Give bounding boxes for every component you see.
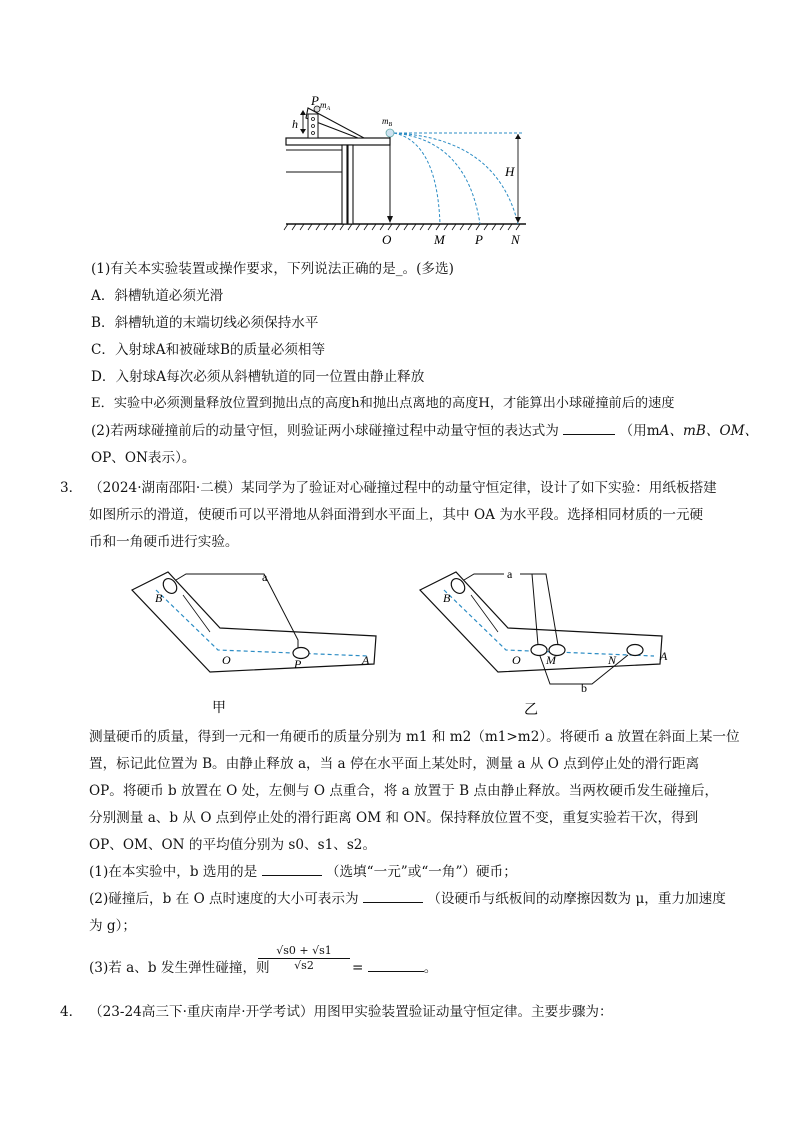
q4-number: 4． [60,1004,83,1020]
q2-part2-vars-prefix: （用m [619,423,660,439]
caption-yi: 乙 [524,703,538,718]
label-mA: $m_A$ [320,100,331,112]
caption-jia: 甲 [212,701,226,716]
label-P-left: P [294,657,302,671]
q3-body-4: 分别测量 a、b 从 O 点到停止处的滑行距离 OM 和 ON。保持释放位置不变，重复实验若干次，得到 [89,810,699,826]
q4-text: （23-24高三下·重庆南岸·开学考试）用图甲实验装置验证动量守恒定律。主要步骤为： [89,1004,613,1020]
q3-part1-tail: （选填“一元”或“一角”）硬币； [325,864,517,880]
fraction-denominator: √s2 [294,959,314,972]
answer-blank[interactable] [563,421,615,435]
slide-diagram-right [416,560,678,720]
q3-line3: 币和一角硬币进行实验。 [89,534,239,550]
label-A-right: A [660,649,668,663]
apparatus-diagram [282,94,532,249]
label-N-right: N [608,653,617,667]
slide-diagram-left [128,560,388,720]
label-M-right: M [546,653,556,667]
q3-part3-tail: 。 [423,960,438,976]
q2-part2-end: OP、ON表示）。 [91,450,196,466]
q3-part3-eq: = 。 [352,960,438,976]
label-P: P [475,232,483,247]
label-N: N [511,232,520,247]
q3-line2: 如图所示的滑道，使硬币可以平滑地从斜面滑到水平面上，其中 OA 为水平段。选择相同材质的一元硬 [89,507,704,523]
q3-number: 3． [60,480,83,496]
label-H: H [505,164,515,179]
q2-option-b: B．斜槽轨道的末端切线必须保持水平 [91,315,319,331]
fraction [258,944,350,972]
q3-body-3: OP。将硬币 b 放置在 O 处，左侧与 O 点重合，将 a 放置于 B 点由静止释放。当两枚硬币发生碰撞后， [89,783,719,799]
answer-blank-1[interactable] [262,862,322,876]
label-A-left: A [362,653,370,667]
label-O: O [382,232,392,247]
q3-body-5: OP、OM、ON 的平均值分别为 s0、s1、s2。 [89,837,377,853]
q3-part1-text: (1)在本实验中，b 选用的是 [89,864,258,880]
q3-line1: （2024·湖南邵阳·二模）某同学为了验证对心碰撞过程中的动量守恒定律，设计了如下实验：用纸板搭建 [89,480,717,496]
q3-part2-text: (2)碰撞后，b 在 O 点时速度的大小可表示为 [89,891,359,907]
fraction-numerator: √s0 + √s1 [258,944,350,959]
label-b-right: b [581,681,587,695]
q3-part2 [89,889,726,909]
label-O-right: O [512,653,521,667]
q2-part2 [91,421,758,441]
q2-option-a: A．斜槽轨道必须光滑 [91,288,224,304]
label-P-top: P [311,94,319,108]
q3-body-2: 置，标记此位置为 B。由静止释放 a，当 a 停在水平面上某处时，测量 a 从 O 点到停止处的滑行距离 [89,756,700,772]
label-a-left: a [262,570,268,584]
q2-option-c: C．入射球A和被碰球B的质量必须相等 [91,342,326,358]
label-a-right: a [507,567,513,581]
label-h: h [292,117,298,131]
q2-part1: (1)有关本实验装置或操作要求，下列说法正确的是_。(多选) [91,261,454,277]
label-B-left: B [155,591,163,605]
q3-part3 [89,958,270,978]
q3-part2-tail: （设硬币与纸板间的动摩擦因数为 μ，重力加速度 [427,891,726,907]
q2-part2-vars: A、mB、OM、 [659,423,759,439]
q2-option-d: D．入射球A每次必须从斜槽轨道的同一位置由静止释放 [91,369,425,385]
answer-blank-3[interactable] [368,958,424,972]
label-O-left: O [222,653,231,667]
q3-part1 [89,862,517,882]
q2-option-e: E．实验中必须测量释放位置到抛出点的高度h和抛出点离地的高度H，才能算出小球碰撞前后的速度 [91,396,675,411]
q3-part2-end: 为 g）； [89,918,137,934]
label-B-right: B [443,591,451,605]
label-mB: $m_B$ [382,116,393,128]
q3-body-1: 测量硬币的质量，得到一元和一角硬币的质量分别为 m1 和 m2（m1>m2）。将硬币 a 放置在斜面上某一位 [89,729,740,745]
q3-part3-text: (3)若 a、b 发生弹性碰撞，则 [89,960,270,976]
q2-part2-text: (2)若两球碰撞前后的动量守恒，则验证两小球碰撞过程中动量守恒的表达式为 [91,423,559,439]
label-M: M [434,232,445,247]
answer-blank-2[interactable] [363,889,423,903]
